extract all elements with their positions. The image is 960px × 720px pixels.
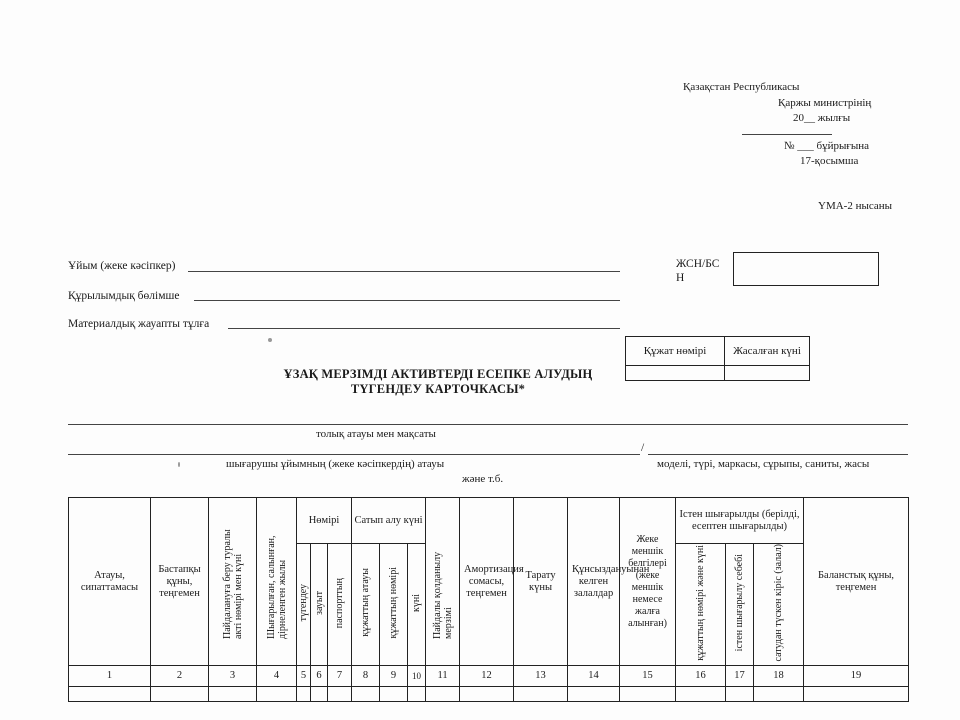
col-day-subheader: күні <box>408 544 426 666</box>
etc-caption: және т.б. <box>462 473 504 485</box>
table-cell[interactable] <box>297 687 311 702</box>
org-input-line[interactable] <box>188 271 620 272</box>
table-cell[interactable] <box>426 687 460 702</box>
table-cell[interactable] <box>676 687 726 702</box>
col-passport-subheader: паспорттың <box>328 544 352 666</box>
unit-label: Құрылымдық бөлімше <box>68 290 180 302</box>
col-dismantled-header: Тарату күны <box>514 498 568 666</box>
doc-number-table <box>625 336 810 381</box>
col-inventory-subheader: түгендеу <box>297 544 311 666</box>
col-doc-number-subheader: құжаттың нөмірі <box>380 544 408 666</box>
person-input-line[interactable] <box>228 328 620 329</box>
col-name-header: Атауы, сипаттамасы <box>69 498 151 666</box>
col-disp-reason-subheader: істен шығарылу себебі <box>726 544 754 666</box>
col-act-header: Пайдалануға беру туралы акті нөмірі мен күні <box>209 498 257 666</box>
full-name-caption: толық атауы мен мақсаты <box>316 428 436 440</box>
inventory-table <box>68 497 909 702</box>
table-cell[interactable] <box>311 687 328 702</box>
header-line-order: № ___ бұйрығына <box>784 140 870 152</box>
col-factory-subheader: зауыт <box>311 544 328 666</box>
col-number-cell: 5 <box>297 666 311 687</box>
col-number-cell: 4 <box>257 666 297 687</box>
doc-date-header: Жасалған күні <box>725 337 810 366</box>
manufacturer-caption: шығарушы ұйымның (жеке кәсіпкердің) атауы <box>226 458 445 470</box>
header-line-year: 20__ жылғы <box>793 112 851 124</box>
header-underline <box>742 134 832 135</box>
col-number-cell: 14 <box>568 666 620 687</box>
person-label: Материалдық жауапты тұлға <box>68 318 210 330</box>
doc-number-cell[interactable] <box>626 366 725 381</box>
col-own-marks-header: Жеке меншік белгілері (жеке меншік немесе жалға алынған) <box>620 498 676 666</box>
col-number-cell: 19 <box>804 666 909 687</box>
table-cell[interactable] <box>151 687 209 702</box>
col-number-cell: 9 <box>380 666 408 687</box>
card-title-line1: ҰЗАҚ МЕРЗІМДІ АКТИВТЕРДІ ЕСЕПКЕ АЛУДЫҢ <box>283 367 593 381</box>
model-caption: моделі, түрі, маркасы, сұрыпы, саниты, жасы <box>657 458 870 470</box>
table-cell[interactable] <box>257 687 297 702</box>
col-number-cell: 13 <box>514 666 568 687</box>
unit-input-line[interactable] <box>194 300 620 301</box>
doc-date-cell[interactable] <box>725 366 810 381</box>
table-cell[interactable] <box>754 687 804 702</box>
table-cell[interactable] <box>568 687 620 702</box>
col-purchase-date-header: Сатып алу күні <box>352 498 426 544</box>
header-line-appendix: 17-қосымша <box>800 155 859 167</box>
col-number-cell: 10 <box>408 666 426 687</box>
col-disp-income-subheader: сатудан түскен кіріс (залал) <box>754 544 804 666</box>
col-number-cell: 12 <box>460 666 514 687</box>
col-number-cell: 16 <box>676 666 726 687</box>
col-impairment-header: Құнсыздануынан келген залалдар <box>568 498 620 666</box>
iin-label-1: ЖСН/БС <box>676 258 720 270</box>
full-name-line[interactable] <box>68 424 908 425</box>
col-number-header: Нөмірі <box>297 498 352 544</box>
col-number-cell: 8 <box>352 666 380 687</box>
col-number-cell: 2 <box>151 666 209 687</box>
col-useful-life-header: Пайдалы қолданылу мерзімі <box>426 498 460 666</box>
col-number-cell: 15 <box>620 666 676 687</box>
col-number-cell: 18 <box>754 666 804 687</box>
col-amortization-header: Амортизация сомасы, теңгемен <box>460 498 514 666</box>
col-doc-name-subheader: құжаттың атауы <box>352 544 380 666</box>
col-balance-header: Баланстық құны, теңгемен <box>804 498 909 666</box>
table-row <box>69 687 909 702</box>
col-number-cell: 11 <box>426 666 460 687</box>
header-line-ministry: Қаржы министрінің <box>778 97 872 109</box>
caption-slash: / <box>641 442 645 454</box>
org-label: Ұйым (жеке кәсіпкер) <box>68 260 176 272</box>
iin-input-box[interactable] <box>733 252 879 286</box>
col-number-cell: 1 <box>69 666 151 687</box>
col-initial-cost-header: Бастапқы құны, теңгемен <box>151 498 209 666</box>
iin-label-2: Н <box>676 272 685 284</box>
col-number-cell: 6 <box>311 666 328 687</box>
table-cell[interactable] <box>352 687 380 702</box>
table-cell[interactable] <box>408 687 426 702</box>
table-cell[interactable] <box>209 687 257 702</box>
table-cell[interactable] <box>328 687 352 702</box>
table-cell[interactable] <box>726 687 754 702</box>
col-released-header: Шығарылған, салынған, дірнеленген жылы <box>257 498 297 666</box>
table-cell[interactable] <box>620 687 676 702</box>
col-number-cell: 7 <box>328 666 352 687</box>
scan-speck <box>268 338 272 342</box>
model-line[interactable] <box>648 454 908 455</box>
table-cell[interactable] <box>514 687 568 702</box>
table-cell[interactable] <box>460 687 514 702</box>
table-cell[interactable] <box>380 687 408 702</box>
form-name: ҮМА-2 нысаны <box>818 200 893 212</box>
scan-speck <box>178 462 180 467</box>
card-title-line2: ТҮГЕНДЕУ КАРТОЧКАСЫ* <box>350 382 526 396</box>
table-cell[interactable] <box>69 687 151 702</box>
col-number-cell: 3 <box>209 666 257 687</box>
doc-number-header: Құжат нөмірі <box>626 337 725 366</box>
column-number-row <box>69 666 909 687</box>
table-cell[interactable] <box>804 687 909 702</box>
col-number-cell: 17 <box>726 666 754 687</box>
manufacturer-line[interactable] <box>68 454 640 455</box>
header-line-republic: Қазақстан Республикасы <box>683 81 800 93</box>
col-disposed-header: Істен шығарылды (берілді, есептен шығарылды) <box>676 498 804 544</box>
col-disp-doc-subheader: құжаттың нөмірі және күні <box>676 544 726 666</box>
